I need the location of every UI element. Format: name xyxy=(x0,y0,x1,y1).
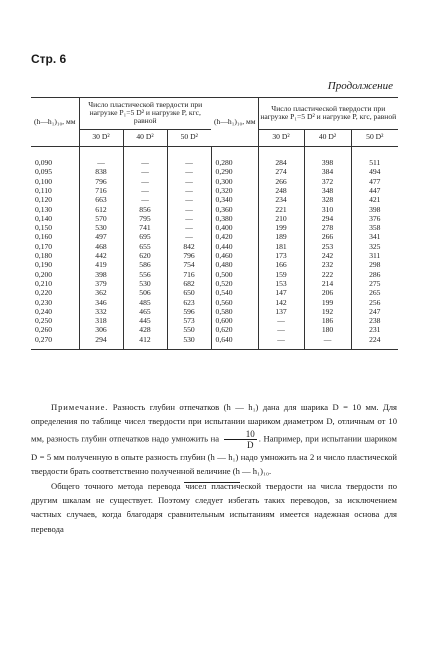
depth-cell: 0,620 xyxy=(211,326,258,335)
hardness-cell: 224 xyxy=(351,335,398,349)
hardness-cell: 376 xyxy=(351,214,398,223)
hardness-cell: 586 xyxy=(123,261,167,270)
hardness-cell: — xyxy=(123,146,167,168)
hardness-cell: 238 xyxy=(351,317,398,326)
note-text-2: . Например, при испытании шариком D = 5 мм полученную в опыте разность глубин (h — h₁) надо умножить на 2 и число пластической твердости брать соответственно полученной величине (h — h₁)₁₀. xyxy=(31,433,397,477)
depth-cell: 0,110 xyxy=(35,186,52,195)
depth-cell: 0,300 xyxy=(211,177,258,186)
hardness-cell: 682 xyxy=(167,279,211,288)
hardness-cell: 838 xyxy=(79,168,123,177)
hardness-cell: 716 xyxy=(79,186,123,195)
depth-cell: 0,210 xyxy=(35,278,53,288)
hardness-group-header: Число пластической твердости при нагрузке P₁=5 D² и нагрузке P, кгс, равной xyxy=(79,98,211,130)
hardness-cell: 623 xyxy=(167,298,211,307)
table-header-row xyxy=(31,98,398,130)
hardness-cell: 447 xyxy=(351,186,398,195)
depth-cell: 0,100 xyxy=(35,176,53,186)
depth-cell: 0,600 xyxy=(211,317,258,326)
hardness-cell: 298 xyxy=(351,261,398,270)
depth-cell: 0,420 xyxy=(211,233,258,242)
hardness-table xyxy=(31,97,398,350)
hardness-cell: 166 xyxy=(258,261,304,270)
hardness-cell: 612 xyxy=(79,205,123,214)
depth-cell: 0,400 xyxy=(211,224,258,233)
hardness-cell: — xyxy=(167,186,211,195)
table-row xyxy=(31,242,398,251)
depth-cell: 0,090 xyxy=(35,158,53,168)
hardness-cell: 173 xyxy=(258,252,304,261)
hardness-cell: 231 xyxy=(351,326,398,335)
depth-cell: 0,250 xyxy=(35,316,53,326)
load-50d2-header: 50 D² xyxy=(351,129,398,146)
hardness-group-header: Число пластической твердости при нагрузке P₁=5 D² и нагрузке P, кгс, равной xyxy=(258,98,398,130)
hardness-cell: 265 xyxy=(351,289,398,298)
hardness-cell: 384 xyxy=(304,168,351,177)
hardness-cell: 142 xyxy=(258,298,304,307)
table-row xyxy=(31,335,398,349)
table-row xyxy=(31,196,398,205)
hardness-cell: 346 xyxy=(79,298,123,307)
hardness-cell: 556 xyxy=(123,270,167,279)
depth-cell: 0,480 xyxy=(211,261,258,270)
hardness-cell: — xyxy=(167,146,211,168)
hardness-cell: 741 xyxy=(123,224,167,233)
depth-cell: 0,270 xyxy=(35,334,53,344)
hardness-cell: — xyxy=(123,168,167,177)
hardness-cell: 428 xyxy=(123,326,167,335)
hardness-cell: 186 xyxy=(304,317,351,326)
fraction-10-over-d xyxy=(224,429,257,450)
depth-cell: 0,500 xyxy=(211,270,258,279)
depth-cell: 0,260 xyxy=(35,325,53,335)
hardness-cell: 294 xyxy=(79,335,123,349)
hardness-cell: 506 xyxy=(123,289,167,298)
load-50d2-header: 50 D² xyxy=(167,129,211,146)
hardness-cell: 663 xyxy=(79,196,123,205)
depth-column-header: (h—h₁)₁₀, мм xyxy=(31,98,79,147)
table-row xyxy=(31,298,398,307)
hardness-cell: 754 xyxy=(167,261,211,270)
depth-cell: 0,540 xyxy=(211,289,258,298)
table-row xyxy=(31,168,398,177)
hardness-cell: — xyxy=(258,317,304,326)
depth-cell: 0,150 xyxy=(35,223,53,233)
hardness-cell: 341 xyxy=(351,233,398,242)
hardness-cell: 214 xyxy=(304,279,351,288)
table-row xyxy=(31,186,398,195)
hardness-cell: 465 xyxy=(123,307,167,316)
depth-cell: 0,290 xyxy=(211,168,258,177)
hardness-cell: 379 xyxy=(79,279,123,288)
hardness-cell: 247 xyxy=(351,307,398,316)
hardness-cell: 442 xyxy=(79,252,123,261)
hardness-cell: 530 xyxy=(167,335,211,349)
depth-cell: 0,230 xyxy=(35,297,53,307)
table-body xyxy=(31,146,398,349)
note-label: Примечание. xyxy=(51,402,109,412)
hardness-cell: 372 xyxy=(304,177,351,186)
hardness-cell: 530 xyxy=(79,224,123,233)
table-row xyxy=(31,261,398,270)
load-30d2-header: 30 D² xyxy=(79,129,123,146)
depth-cell: 0,640 xyxy=(211,335,258,349)
hardness-cell: 398 xyxy=(351,205,398,214)
hardness-cell: — xyxy=(167,168,211,177)
table-row xyxy=(31,289,398,298)
hardness-cell: 655 xyxy=(123,242,167,251)
hardness-cell: 494 xyxy=(351,168,398,177)
depth-cell: 0,130 xyxy=(35,204,53,214)
depth-cell: 0,220 xyxy=(35,288,53,298)
hardness-cell: — xyxy=(258,335,304,349)
hardness-cell: 192 xyxy=(304,307,351,316)
hardness-cell: 570 xyxy=(79,214,123,223)
hardness-cell: 573 xyxy=(167,317,211,326)
conversion-paragraph: Общего точного метода перевода чисел пластической твердости на числа твердости по другим шкалам не существует. Поэтому следует избегать таких переводов, за исключением частных случаев, когда благодаря сравнительным испытаниям имеется надежная основа для перевода xyxy=(31,480,397,534)
hardness-cell: 419 xyxy=(79,261,123,270)
hardness-cell: 842 xyxy=(167,242,211,251)
hardness-cell: 199 xyxy=(304,298,351,307)
hardness-cell: 550 xyxy=(167,326,211,335)
depth-cell: 0,320 xyxy=(211,186,258,195)
hardness-cell: 221 xyxy=(258,205,304,214)
note-block xyxy=(31,400,397,536)
page-label: Стр. 6 xyxy=(31,52,67,66)
hardness-cell: 153 xyxy=(258,279,304,288)
hardness-cell: 468 xyxy=(79,242,123,251)
depth-cell: 0,380 xyxy=(211,214,258,223)
hardness-cell: 856 xyxy=(123,205,167,214)
depth-cell: 0,200 xyxy=(35,269,53,279)
hardness-cell: 311 xyxy=(351,252,398,261)
hardness-cell: — xyxy=(79,146,123,168)
depth-cell: 0,560 xyxy=(211,298,258,307)
hardness-cell: 210 xyxy=(258,214,304,223)
hardness-cell: 147 xyxy=(258,289,304,298)
load-40d2-header: 40 D² xyxy=(304,129,351,146)
depth-cell: 0,360 xyxy=(211,205,258,214)
hardness-cell: — xyxy=(123,186,167,195)
depth-cell: 0,520 xyxy=(211,279,258,288)
hardness-cell: — xyxy=(167,196,211,205)
hardness-cell: 328 xyxy=(304,196,351,205)
table-row xyxy=(31,214,398,223)
depth-cell: 0,095 xyxy=(35,167,53,177)
depth-cell: 0,460 xyxy=(211,252,258,261)
depth-cell: 0,120 xyxy=(35,195,53,205)
hardness-cell: 266 xyxy=(258,177,304,186)
hardness-cell: — xyxy=(304,335,351,349)
hardness-cell: — xyxy=(167,233,211,242)
depth-cell: 0,580 xyxy=(211,307,258,316)
hardness-cell: 266 xyxy=(304,233,351,242)
table-row xyxy=(31,317,398,326)
hardness-cell: — xyxy=(167,214,211,223)
hardness-cell: 253 xyxy=(304,242,351,251)
hardness-cell: 398 xyxy=(304,146,351,168)
hardness-cell: 294 xyxy=(304,214,351,223)
fraction-numerator: 10 xyxy=(224,429,257,440)
hardness-cell: 796 xyxy=(79,177,123,186)
hardness-cell: 358 xyxy=(351,224,398,233)
hardness-cell: 650 xyxy=(167,289,211,298)
hardness-cell: 306 xyxy=(79,326,123,335)
table-row xyxy=(31,326,398,335)
hardness-cell: — xyxy=(167,224,211,233)
hardness-cell: 497 xyxy=(79,233,123,242)
hardness-cell: — xyxy=(123,196,167,205)
hardness-cell: 596 xyxy=(167,307,211,316)
hardness-cell: 412 xyxy=(123,335,167,349)
table-row xyxy=(31,177,398,186)
note-text-1: Разность глубин отпечатков (h — h₁) дана для шарика D = 10 мм. Для определения по таблице чисел твердости при испытании шариком диаметром D, отличным от 10 мм, разность глубин отпечатков надо умножить на xyxy=(31,402,397,444)
separator-line xyxy=(184,482,240,483)
hardness-cell: 445 xyxy=(123,317,167,326)
depth-cell: 0,170 xyxy=(35,241,53,251)
table-row xyxy=(31,279,398,288)
hardness-cell: 421 xyxy=(351,196,398,205)
hardness-cell: 310 xyxy=(304,205,351,214)
depth-cell: 0,440 xyxy=(211,242,258,251)
hardness-cell: 234 xyxy=(258,196,304,205)
hardness-cell: — xyxy=(123,177,167,186)
table-row xyxy=(31,146,398,168)
hardness-cell: 286 xyxy=(351,270,398,279)
hardness-cell: 511 xyxy=(351,146,398,168)
hardness-cell: 256 xyxy=(351,298,398,307)
hardness-cell: 189 xyxy=(258,233,304,242)
depth-cell: 0,140 xyxy=(35,213,53,223)
hardness-cell: 159 xyxy=(258,270,304,279)
hardness-cell: 362 xyxy=(79,289,123,298)
hardness-cell: 284 xyxy=(258,146,304,168)
hardness-cell: 716 xyxy=(167,270,211,279)
hardness-cell: 332 xyxy=(79,307,123,316)
hardness-cell: 242 xyxy=(304,252,351,261)
hardness-cell: 181 xyxy=(258,242,304,251)
hardness-cell: 199 xyxy=(258,224,304,233)
hardness-cell: 398 xyxy=(79,270,123,279)
fraction-denominator: D xyxy=(247,439,254,450)
hardness-cell: 530 xyxy=(123,279,167,288)
hardness-cell: 348 xyxy=(304,186,351,195)
table-row xyxy=(31,205,398,214)
load-30d2-header: 30 D² xyxy=(258,129,304,146)
hardness-cell: — xyxy=(167,205,211,214)
load-40d2-header: 40 D² xyxy=(123,129,167,146)
hardness-cell: — xyxy=(167,177,211,186)
hardness-cell: 620 xyxy=(123,252,167,261)
depth-cell: 0,240 xyxy=(35,306,53,316)
hardness-cell: 232 xyxy=(304,261,351,270)
hardness-cell: 318 xyxy=(79,317,123,326)
depth-column-header: (h—h₁)₁₀, мм xyxy=(211,98,258,147)
table-row xyxy=(31,224,398,233)
hardness-cell: 274 xyxy=(258,168,304,177)
depth-cell: 0,280 xyxy=(211,146,258,168)
hardness-cell: 137 xyxy=(258,307,304,316)
hardness-cell: 325 xyxy=(351,242,398,251)
hardness-cell: — xyxy=(258,326,304,335)
table-row xyxy=(31,233,398,242)
hardness-cell: 180 xyxy=(304,326,351,335)
hardness-cell: 222 xyxy=(304,270,351,279)
table-row xyxy=(31,252,398,261)
depth-cell: 0,160 xyxy=(35,232,53,242)
hardness-cell: 248 xyxy=(258,186,304,195)
depth-cell: 0,180 xyxy=(35,251,53,261)
table-row xyxy=(31,307,398,316)
hardness-cell: 485 xyxy=(123,298,167,307)
hardness-cell: 206 xyxy=(304,289,351,298)
depth-cell: 0,340 xyxy=(211,196,258,205)
hardness-cell: 795 xyxy=(123,214,167,223)
hardness-cell: 477 xyxy=(351,177,398,186)
hardness-cell: 275 xyxy=(351,279,398,288)
hardness-cell: 796 xyxy=(167,252,211,261)
hardness-cell: 278 xyxy=(304,224,351,233)
table-row xyxy=(31,270,398,279)
hardness-cell: 695 xyxy=(123,233,167,242)
depth-cell: 0,190 xyxy=(35,260,53,270)
note-paragraph xyxy=(31,400,397,479)
continuation-label: Продолжение xyxy=(327,80,393,92)
